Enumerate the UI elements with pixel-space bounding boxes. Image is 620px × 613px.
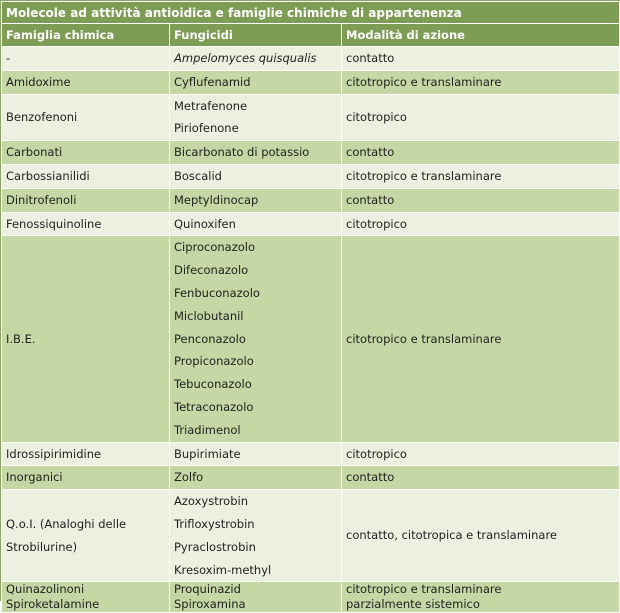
cell-text: Metrafenone	[174, 98, 248, 113]
table-row	[2, 47, 620, 71]
cell-text: Trifloxystrobin	[174, 516, 255, 531]
mode-cell	[342, 466, 620, 490]
family-cell	[2, 466, 170, 490]
cell-text: Triadimenol	[174, 422, 241, 437]
cell-text: citotropico e translaminare	[346, 168, 502, 183]
cell-text: contatto	[346, 470, 395, 485]
table-title: Molecole ad attività antioidica e famiglie chimiche di appartenenza	[2, 2, 620, 24]
family-cell	[2, 141, 170, 165]
cell-text: Proquinazid	[174, 582, 241, 597]
mode-cell	[342, 164, 620, 188]
cell-text: citotropico e translaminare	[346, 74, 502, 89]
table-row	[2, 141, 620, 165]
fungicide-table	[1, 1, 620, 613]
cell-text: Zolfo	[174, 470, 204, 485]
fungicides-cell	[170, 466, 342, 490]
cell-text: -	[6, 51, 11, 65]
cell-text: Benzofenoni	[6, 109, 78, 124]
family-cell	[2, 47, 170, 71]
cell-text: citotropico	[346, 109, 407, 124]
table-row	[2, 164, 620, 188]
cell-text: Kresoxim-methyl	[174, 562, 272, 577]
cell-text: contatto, citotropica e translaminare	[346, 528, 557, 543]
family-cell	[2, 164, 170, 188]
fungicides-cell	[170, 141, 342, 165]
table-row	[2, 94, 620, 141]
mode-cell	[342, 188, 620, 212]
fungicides-cell	[170, 236, 342, 442]
cell-text: Spiroxamina	[174, 597, 246, 612]
cell-text: Fenossiquinoline	[6, 216, 102, 231]
cell-text: Piriofenone	[174, 121, 239, 136]
cell-text: Bicarbonato di potassio	[174, 145, 310, 160]
cell-text: Bupirimiate	[174, 446, 241, 461]
family-cell	[2, 442, 170, 466]
cell-text: Inorganici	[6, 470, 63, 485]
cell-text: Cyflufenamid	[174, 74, 251, 89]
mode-cell	[342, 490, 620, 582]
fungicides-cell	[170, 442, 342, 466]
cell-text: Ciproconazolo	[174, 240, 256, 255]
cell-text: citotropico	[346, 446, 407, 461]
table-body	[2, 47, 620, 613]
cell-text: Penconazolo	[174, 331, 246, 346]
fungicides-cell	[170, 94, 342, 141]
fungicides-cell	[170, 70, 342, 94]
cell-text: Strobilurine)	[6, 539, 78, 554]
cell-text: Amidoxime	[6, 74, 71, 89]
table-row	[2, 70, 620, 94]
cell-text: citotropico e translaminare	[346, 331, 502, 346]
fungicides-cell	[170, 188, 342, 212]
mode-cell	[342, 70, 620, 94]
family-cell	[2, 490, 170, 582]
cell-text: Boscalid	[174, 168, 222, 183]
cell-text: citotropico	[346, 216, 407, 231]
family-cell	[2, 212, 170, 236]
cell-text: parzialmente sistemico	[346, 597, 480, 612]
fungicides-cell	[170, 47, 342, 71]
mode-cell	[342, 236, 620, 442]
cell-text: Miclobutanil	[174, 308, 244, 323]
cell-text: Quinazolinoni	[6, 582, 85, 597]
cell-text: Spiroketalamine	[6, 597, 100, 612]
mode-cell	[342, 47, 620, 71]
cell-text: Q.o.I. (Analoghi delle	[6, 516, 127, 531]
cell-text: Meptyldinocap	[174, 192, 259, 207]
column-header-family: Famiglia chimica	[2, 24, 170, 47]
fungicides-cell	[170, 164, 342, 188]
mode-cell	[342, 212, 620, 236]
column-header-mode: Modalità di azione	[342, 24, 620, 47]
cell-text: Fenbuconazolo	[174, 285, 260, 300]
cell-text: Tetraconazolo	[174, 399, 254, 414]
cell-text: I.B.E.	[6, 331, 36, 346]
table-row	[2, 212, 620, 236]
cell-text: Carbonati	[6, 145, 63, 160]
fungicides-cell	[170, 212, 342, 236]
cell-text: contatto	[346, 192, 395, 207]
table-row	[2, 582, 620, 613]
cell-text: Azoxystrobin	[174, 494, 248, 509]
fungicides-cell	[170, 490, 342, 582]
table-row	[2, 466, 620, 490]
cell-text: Dinitrofenoli	[6, 192, 77, 207]
family-cell	[2, 188, 170, 212]
cell-text: Quinoxifen	[174, 216, 236, 231]
column-header-fungicides: Fungicidi	[170, 24, 342, 47]
table-row	[2, 236, 620, 442]
family-cell	[2, 236, 170, 442]
fungicides-cell	[170, 582, 342, 613]
mode-cell	[342, 582, 620, 613]
family-cell	[2, 70, 170, 94]
mode-cell	[342, 141, 620, 165]
cell-text: Difeconazolo	[174, 263, 249, 278]
table-row	[2, 188, 620, 212]
cell-text: citotropico e translaminare	[346, 582, 502, 597]
cell-text: Carbossianilidi	[6, 168, 90, 183]
cell-text: Idrossipirimidine	[6, 446, 102, 461]
cell-text: contatto	[346, 51, 395, 65]
cell-text: Ampelomyces quisqualis	[174, 51, 317, 65]
family-cell	[2, 94, 170, 141]
cell-text: Propiconazolo	[174, 354, 254, 369]
mode-cell	[342, 94, 620, 141]
cell-text: Pyraclostrobin	[174, 539, 256, 554]
family-cell	[2, 582, 170, 613]
cell-text: Tebuconazolo	[174, 377, 252, 392]
table-row	[2, 490, 620, 582]
cell-text: contatto	[346, 145, 395, 160]
mode-cell	[342, 442, 620, 466]
table-row	[2, 442, 620, 466]
